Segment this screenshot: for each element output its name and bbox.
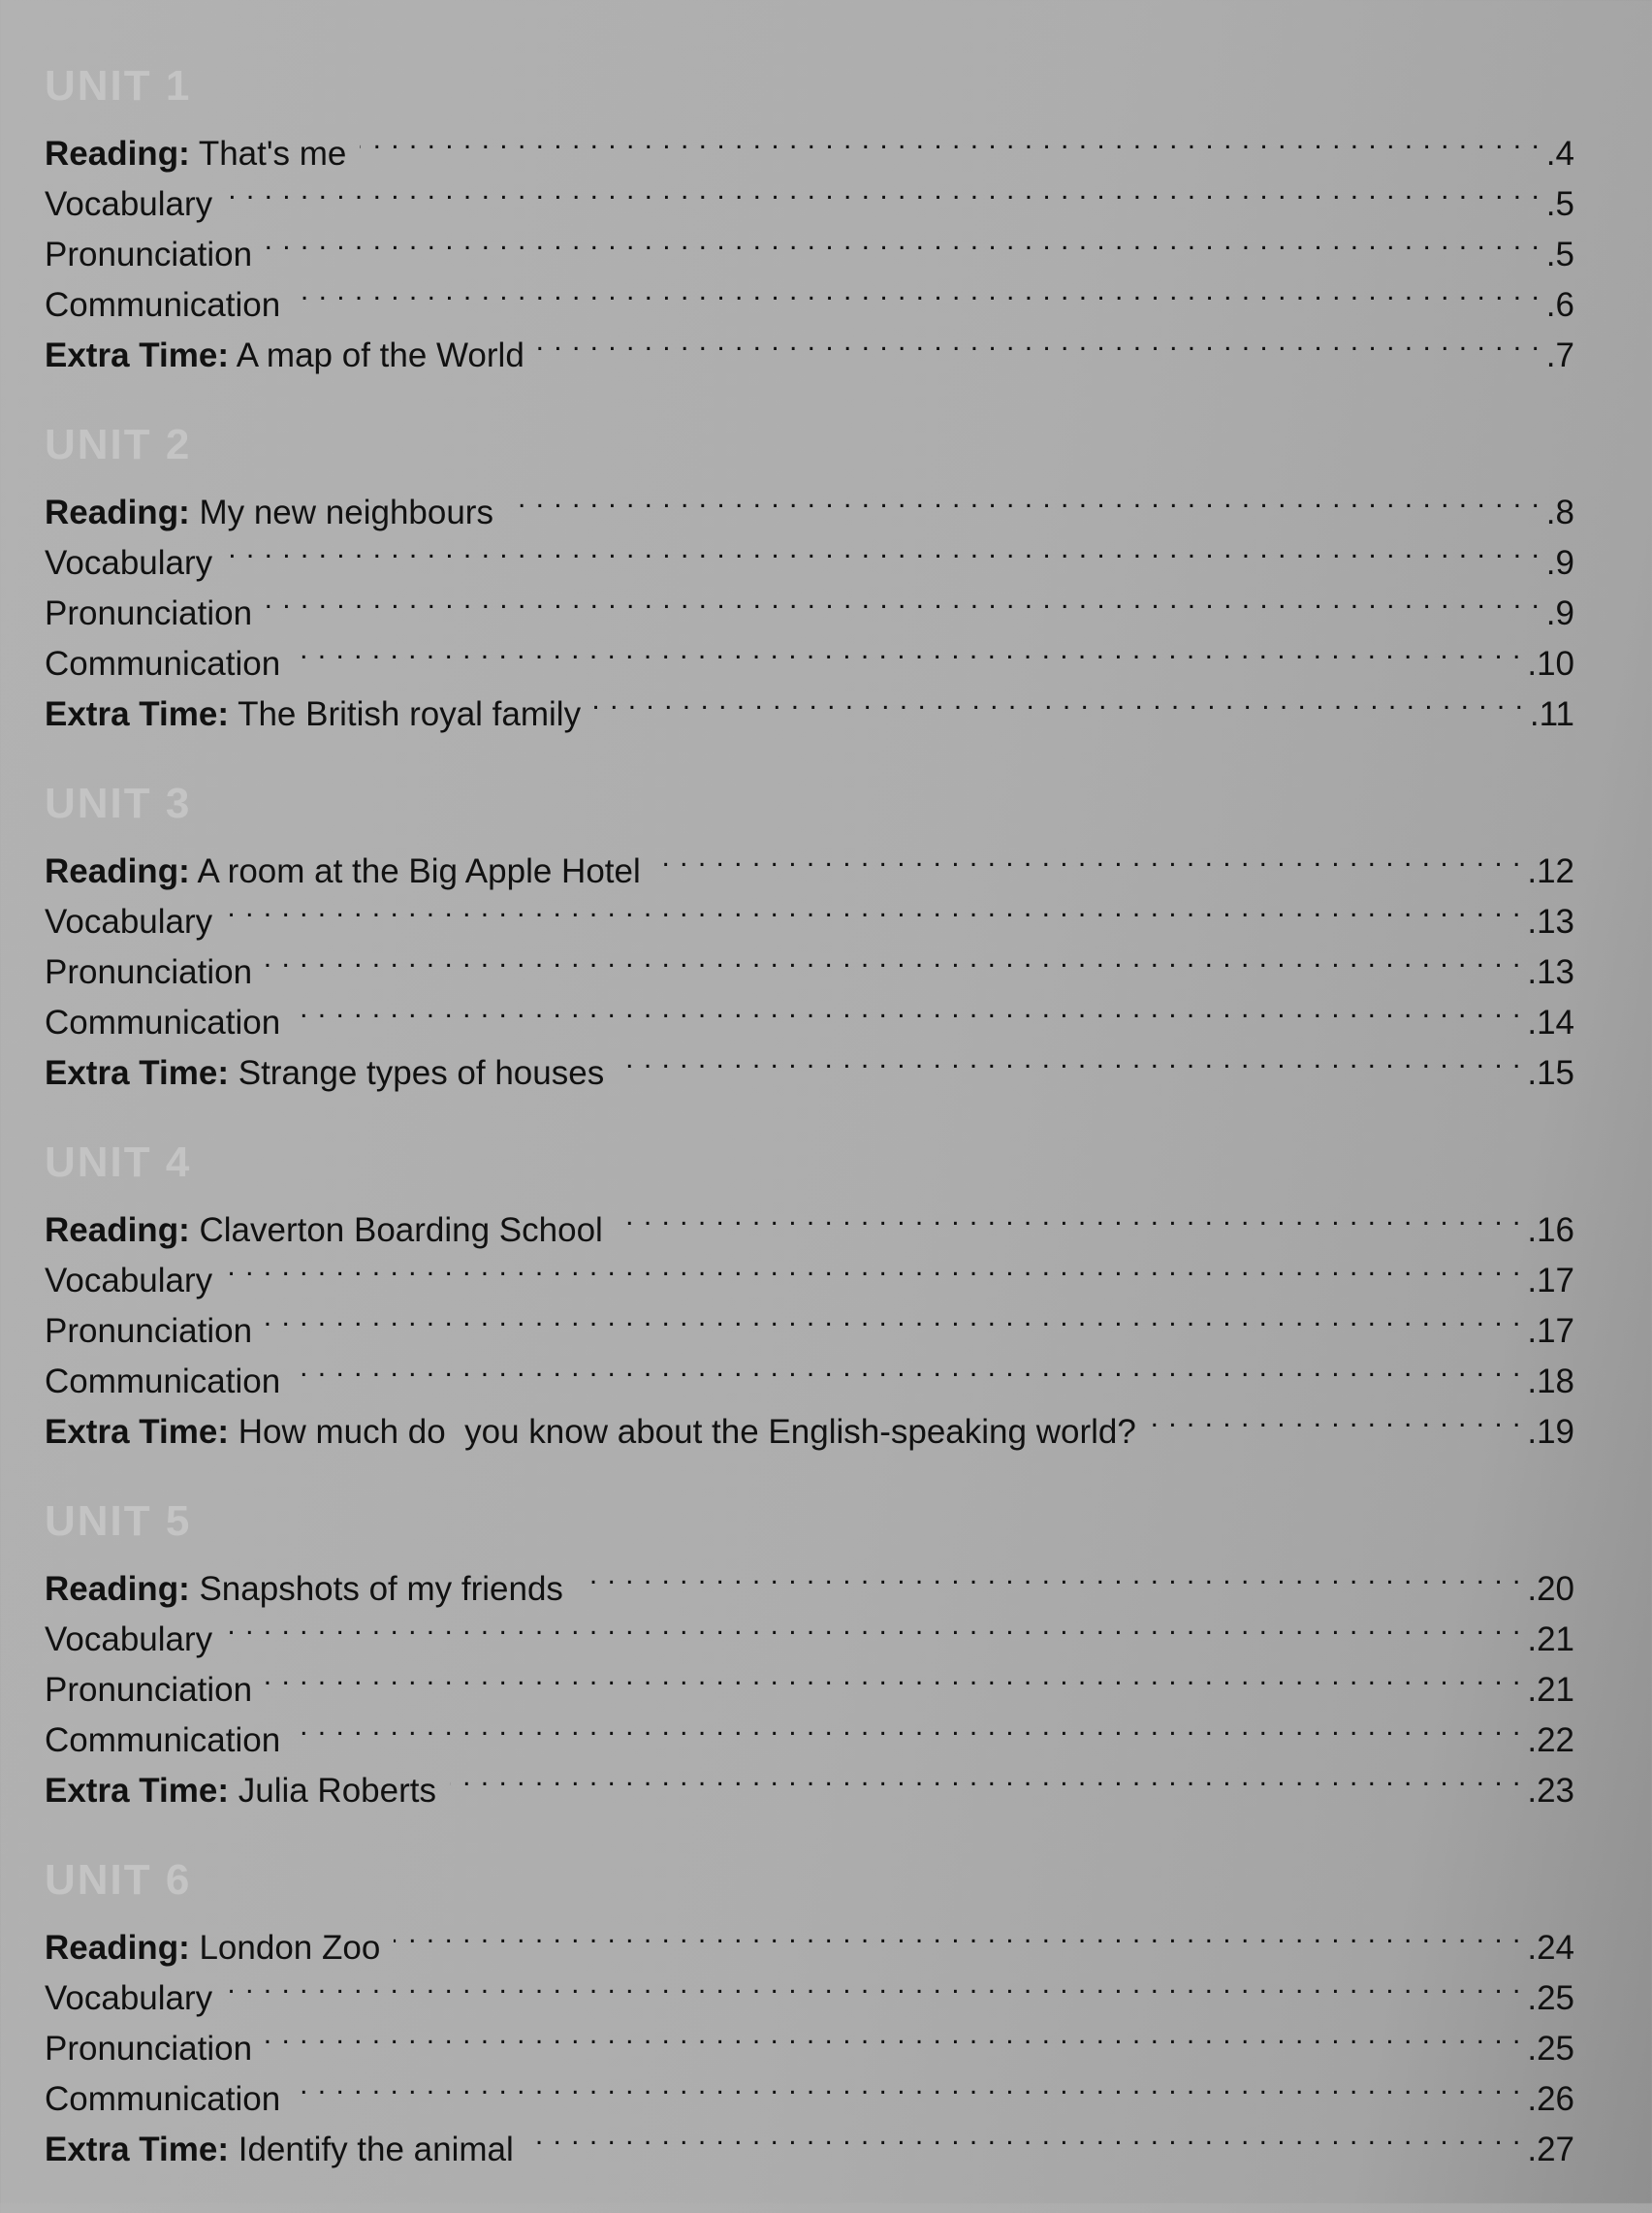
toc-entry-label: [45, 1716, 280, 1766]
toc-entry-title: Vocabulary: [45, 544, 213, 582]
toc-entry-label: [45, 1256, 212, 1306]
toc-entry-type: Reading:: [45, 852, 190, 890]
toc-entry-title: Snapshots of my friends: [189, 1570, 563, 1608]
toc-entry-label: [45, 230, 252, 280]
dot-leader: [527, 2110, 1522, 2161]
toc-entry-label: [45, 897, 212, 947]
dot-leader: [618, 1034, 1521, 1084]
toc-entry: [45, 2060, 1574, 2118]
dot-leader: [266, 933, 1521, 983]
unit-section: [45, 1854, 1574, 2168]
toc-entry-title: Communication: [45, 1004, 281, 1042]
toc-entry-title: Vocabulary: [45, 1620, 213, 1658]
unit-heading: UNIT 5: [45, 1497, 192, 1545]
dot-leader: [226, 1241, 1521, 1292]
toc-entry: [45, 266, 1574, 324]
toc-entry-label: [45, 998, 280, 1048]
toc-entry-label: [45, 1357, 280, 1407]
toc-entry-label: [45, 639, 280, 690]
toc-entry-title: Pronunciation: [45, 1312, 253, 1350]
toc-page-number: . 21: [1527, 1665, 1574, 1716]
toc-page-number: . 17: [1527, 1306, 1574, 1357]
unit-heading: UNIT 4: [45, 1139, 192, 1186]
toc-entry-type: Reading:: [45, 1211, 190, 1249]
toc-entry: [45, 1241, 1574, 1299]
dot-leader: [507, 473, 1541, 524]
toc-entry: [45, 1191, 1574, 1249]
toc-entry-title: Pronunciation: [45, 2030, 253, 2068]
toc-entry-title: The British royal family: [229, 695, 582, 733]
dot-leader: [294, 1342, 1521, 1393]
toc-page-number: . 22: [1527, 1716, 1574, 1766]
toc-entry: [45, 1550, 1574, 1608]
toc-entry-type: Reading:: [45, 1570, 190, 1608]
dot-leader: [594, 675, 1524, 725]
toc-page-number: . 27: [1527, 2125, 1574, 2175]
toc-entry-title: Communication: [45, 645, 281, 683]
unit-section: [45, 1495, 1574, 1810]
unit-heading: UNIT 6: [45, 1856, 192, 1904]
toc-entry-title: London Zoo: [189, 1929, 381, 1967]
toc-page-number: . 16: [1527, 1205, 1574, 1256]
dot-leader: [654, 832, 1522, 882]
toc-entry: [45, 983, 1574, 1042]
toc-entry: [45, 215, 1574, 273]
toc-entry-title: My new neighbours: [189, 494, 493, 531]
dot-leader: [360, 114, 1540, 165]
dot-leader: [294, 983, 1521, 1034]
dot-leader: [577, 1550, 1521, 1600]
dot-leader: [294, 625, 1521, 675]
toc-entry-label: [45, 1615, 212, 1665]
dot-leader: [1150, 1393, 1522, 1443]
unit-heading: UNIT 2: [45, 421, 192, 468]
toc-entry-type: Extra Time:: [45, 2131, 229, 2168]
toc-entry-title: Strange types of houses: [229, 1054, 605, 1092]
toc-page-number: . 7: [1546, 331, 1574, 381]
toc-entry-label: [45, 538, 212, 589]
toc-entry-title: Pronunciation: [45, 1671, 253, 1709]
toc-entry-title: Communication: [45, 1721, 281, 1759]
toc-entry-type: Reading:: [45, 1929, 190, 1967]
toc-entry-title: Identify the animal: [229, 2131, 514, 2168]
toc-page-number: . 15: [1527, 1048, 1574, 1099]
toc-page-number: . 9: [1546, 589, 1574, 639]
toc-page-number: . 12: [1527, 847, 1574, 897]
unit-section: [45, 60, 1574, 374]
toc-entry: [45, 574, 1574, 632]
unit-section: [45, 419, 1574, 733]
toc-entry-title: A map of the World: [229, 337, 524, 374]
toc-entry-title: Vocabulary: [45, 1979, 213, 2017]
toc-entry-label: [45, 331, 524, 381]
toc-entry-label: [45, 1766, 436, 1816]
unit-heading: UNIT 3: [45, 780, 192, 827]
toc-entry-type: Extra Time:: [45, 1054, 229, 1092]
dot-leader: [226, 524, 1541, 574]
toc-entry: [45, 1600, 1574, 1658]
toc-entry-title: A room at the Big Apple Hotel: [189, 852, 641, 890]
toc-page-number: . 20: [1527, 1564, 1574, 1615]
toc-entry-title: Vocabulary: [45, 185, 213, 223]
toc-entry-title: That's me: [189, 135, 347, 173]
toc-page-number: . 23: [1527, 1766, 1574, 1816]
dot-leader: [226, 882, 1521, 933]
toc-entry-title: How much do you know about the English-speaking world?: [229, 1413, 1136, 1451]
dot-leader: [266, 1292, 1521, 1342]
toc-entry-title: Vocabulary: [45, 1262, 213, 1299]
toc-entry-title: Julia Roberts: [229, 1772, 436, 1810]
table-of-contents: [45, 60, 1574, 2213]
toc-entry-type: Extra Time:: [45, 1413, 229, 1451]
toc-entry: [45, 933, 1574, 991]
toc-page-number: . 14: [1527, 998, 1574, 1048]
toc-page-number: . 13: [1527, 897, 1574, 947]
toc-entry-label: [45, 1407, 1136, 1458]
toc-entry-type: Extra Time:: [45, 337, 229, 374]
toc-entry: [45, 882, 1574, 941]
toc-entry-label: [45, 2024, 252, 2074]
toc-page-number: . 26: [1527, 2074, 1574, 2125]
toc-page-number: . 11: [1530, 690, 1574, 740]
toc-entry: [45, 1908, 1574, 1967]
unit-heading: UNIT 1: [45, 62, 192, 110]
toc-page-number: . 6: [1546, 280, 1574, 331]
dot-leader: [266, 2009, 1521, 2060]
toc-page-number: . 4: [1546, 129, 1574, 179]
toc-entry-title: Vocabulary: [45, 903, 213, 941]
toc-entry: [45, 1701, 1574, 1759]
dot-leader: [266, 215, 1541, 266]
toc-entry-title: Communication: [45, 1363, 281, 1400]
toc-entry: [45, 473, 1574, 531]
dot-leader: [450, 1751, 1521, 1802]
dot-leader: [394, 1908, 1521, 1959]
toc-entry-label: [45, 690, 581, 740]
toc-entry-label: [45, 2125, 514, 2175]
toc-entry-title: Communication: [45, 286, 281, 324]
toc-entry-label: [45, 947, 252, 998]
dot-leader: [538, 316, 1541, 367]
toc-entry: [45, 625, 1574, 683]
toc-entry-title: Pronunciation: [45, 594, 253, 632]
toc-entry-type: Reading:: [45, 135, 190, 173]
toc-entry-title: Pronunciation: [45, 236, 253, 273]
toc-entry-type: Extra Time:: [45, 695, 229, 733]
toc-entry-label: [45, 2074, 280, 2125]
toc-page-number: . 8: [1546, 488, 1574, 538]
dot-leader: [226, 1959, 1521, 2009]
toc-entry: [45, 165, 1574, 223]
dot-leader: [266, 1651, 1521, 1701]
toc-page-number: . 21: [1527, 1615, 1574, 1665]
toc-page-number: . 17: [1527, 1256, 1574, 1306]
toc-page-number: . 5: [1546, 179, 1574, 230]
toc-entry-label: [45, 179, 212, 230]
toc-page-number: . 25: [1527, 2024, 1574, 2074]
toc-page-number: . 18: [1527, 1357, 1574, 1407]
toc-entry: [45, 114, 1574, 173]
toc-entry-title: Communication: [45, 2080, 281, 2118]
toc-page-number: . 5: [1546, 230, 1574, 280]
toc-page-number: . 9: [1546, 538, 1574, 589]
toc-entry: [45, 524, 1574, 582]
unit-section: [45, 778, 1574, 1092]
toc-entry-type: Reading:: [45, 494, 190, 531]
toc-page-number: . 24: [1527, 1923, 1574, 1973]
toc-entry: [45, 1342, 1574, 1400]
dot-leader: [294, 1701, 1521, 1751]
toc-entry-label: [45, 589, 252, 639]
dot-leader: [266, 574, 1541, 625]
toc-page-number: . 13: [1527, 947, 1574, 998]
toc-entry: [45, 1959, 1574, 2017]
dot-leader: [617, 1191, 1522, 1241]
toc-entry-label: [45, 1665, 252, 1716]
dot-leader: [226, 165, 1541, 215]
toc-entry: [45, 1292, 1574, 1350]
toc-entry-type: Extra Time:: [45, 1772, 229, 1810]
dot-leader: [226, 1600, 1521, 1651]
dot-leader: [294, 266, 1541, 316]
toc-entry: [45, 2009, 1574, 2068]
toc-entry-label: [45, 1048, 604, 1099]
toc-entry: [45, 1651, 1574, 1709]
unit-section: [45, 1137, 1574, 1451]
toc-entry-title: Pronunciation: [45, 953, 253, 991]
toc-page-number: . 19: [1527, 1407, 1574, 1458]
dot-leader: [294, 2060, 1521, 2110]
toc-entry-label: [45, 1306, 252, 1357]
toc-entry-label: [45, 280, 280, 331]
toc-page-number: . 25: [1527, 1973, 1574, 2024]
toc-page-number: . 10: [1527, 639, 1574, 690]
toc-entry-label: [45, 1973, 212, 2024]
toc-entry-title: Claverton Boarding School: [189, 1211, 603, 1249]
toc-entry: [45, 832, 1574, 890]
